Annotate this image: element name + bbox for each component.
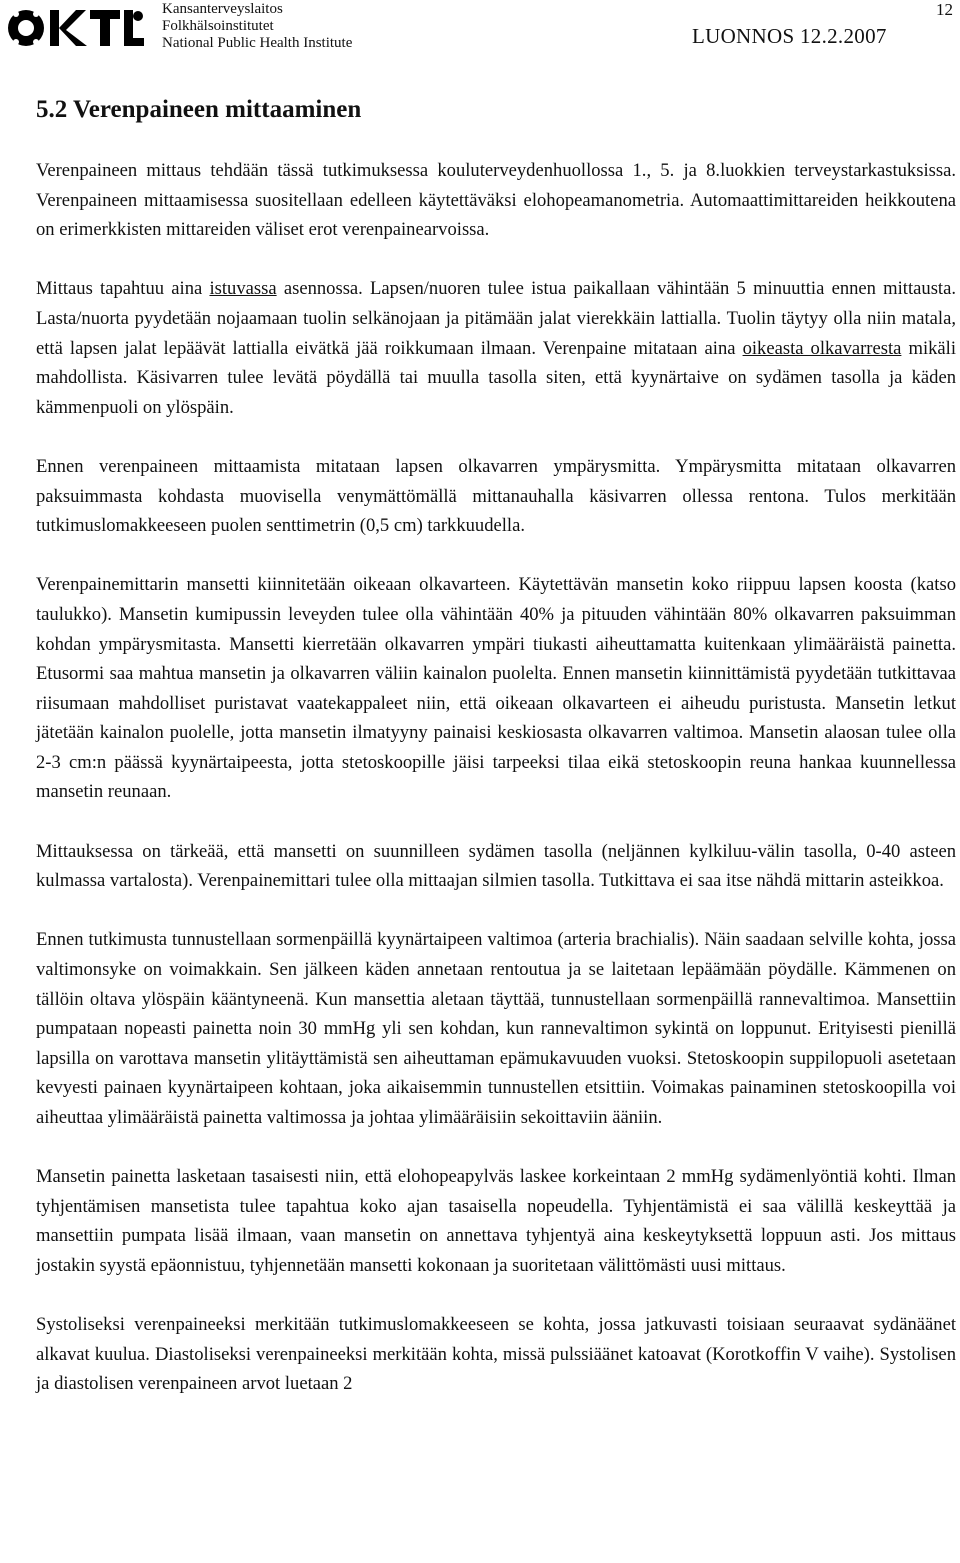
page-header	[0, 0, 960, 60]
text-run: Mittaus tapahtuu aina	[36, 278, 210, 300]
draft-label: LUONNOS 12.2.2007	[692, 24, 887, 48]
organization-name	[162, 1, 352, 52]
paragraph-palpation: Ennen tutkimusta tunnustellaan sormenpäillä kyynärtaipeen valtimoa (arteria brachialis). Näin saadaan selville kohta, jossa valtimonsyke on voimakkain. Sen jälkeen käden annetaan rentoutua ja se laitetaan lepäämään pöydälle. Kämmenen on tällöin oltava ylöspäin kääntyneenä. Kun mansettia aletaan täyttää, tunnustellaan sormenpäillä rannevaltimoa. Mansettiin pumpataan nopeasti painetta noin 30 mmHg yli sen kohdan, kun rannevaltimon sykintä on loppunut. Erityisesti pienillä lapsilla on varottava mansetin ylitäyttämistä sen aiheuttaman epämukavuuden vuoksi. Stetoskoopin suppilopuoli asetetaan kevyesti painaen kyynärtaipeen kohtaan, joka aikaisemmin tunnustellen etsittiin. Voimakas painaminen stetoskoopilla voi aiheuttaa ylimääräistä painetta valtimossa ja johtaa ylimääräisiin sekoittaviin ääniin.	[36, 929, 956, 1128]
underlined-text: oikeasta olkavarresta	[742, 337, 902, 359]
paragraph-arm-circumference: Ennen verenpaineen mittaamista mitataan lapsen olkavarren ympärysmitta. Ympärysmitta mitataan olkavarren paksuimmasta kohdasta muovisella venymättömällä mittanauhalla käsivarren ollessa rentona. Tulos merkitään tutkimuslomakkeeseen puolen senttimetrin (0,5 cm) tarkkuudella.	[36, 455, 956, 537]
document-body	[36, 156, 956, 1429]
underlined-text: istuvassa	[209, 278, 277, 300]
paragraph-systolic-diastolic: Systoliseksi verenpaineeksi merkitään tutkimuslomakkeeseen se kohta, jossa jatkuvasti toisiaan seuraavat sydänäänet alkavat kuulua. Diastoliseksi verenpaineeksi merkitään kohta, missä pulssiäänet katoavat (Korotkoffin V vaihe). Systolisen ja diastolisen verenpaineen arvot luetaan 2	[36, 1314, 956, 1395]
paragraph-cuff: Verenpainemittarin mansetti kiinnitetään oikeaan olkavarteen. Käytettävän mansetin koko riippuu lapsen koosta (katso taulukko). Mansetin kumipussin leveyden tulee olla vähintään 40% ja pituuden vähintään 80% olkavarren paksuimman kohdan ympärysmitasta. Mansetti kierretään olkavarren ympäri tiukasti aiheuttamatta kuitenkaan ylimääräistä painetta. Etusormi saa mahtua mansetin ja olkavarren väliin kainalon puolelta. Ennen mansetin kiinnittämistä pyydetään tutkittavaa riisumaan mahdolliset puristavat vaatekappaleet niin, että oikeaan olkavarteen ei aiheudu puristusta. Mansetin letkut jätetään kainalon puolelle, jotta mansetin ilmatyyny painaisi keskiosasta olkavarren valtimoa. Mansetin alaosan tulee olla 2-3 cm:n päässä kyynärtaipeesta, jotta stetoskoopille jäisi tarpeeksi tilaa eikä stetoskoopin reuna hankaa kuunnellessa mansetin reunaan.	[36, 574, 956, 803]
org-name-english: National Public Health Institute	[162, 35, 353, 51]
paragraph-posture	[36, 274, 956, 422]
paragraph-deflation: Mansetin painetta lasketaan tasaisesti niin, että elohopeapylväs laskee korkeintaan 2 mmHg sydämenlyöntiä kohti. Ilman tyhjentämisen mansetista tulee tapahtua koko ajan tasaisella nopeudella. Tyhjentämistä ei saa välillä keskeyttää ja mansettiin pumpata lisää ilmaan, vaan mansetin on annettava tyhjentyä aina keskeytyksettä loppuun asti. Jos mittaus jostakin syystä epäonnistuu, tyhjennetään mansetti kokonaan ja suoritetaan välittömästi uusi mittaus.	[36, 1166, 956, 1276]
org-name-finnish: Kansanterveyslaitos	[162, 1, 283, 17]
text-run: asennossa. Lapsen/nuoren tulee istua paikallaan vähintään 5 minuuttia ennen mittausta. Lasta/nuorta pyydetään nojaamaan tuolin selkänojaan ja pitämään jalat vierekkäin lattialla. Tuolin täytyy olla niin matala, että lapsen jalat lepäävät lattialla eivätkä jää roikkumaan ilmaan. Verenpaine mitataan aina	[36, 278, 956, 359]
paragraph-intro: Verenpaineen mittaus tehdään tässä tutkimuksessa kouluterveydenhuollossa 1., 5. ja 8.luokkien terveystarkastuksissa. Verenpaineen mittaamisessa suositellaan edelleen käytettäväksi elohopeamanometria. Automaattimittareiden heikkoutena on erimerkkisten mittareiden väliset erot verenpainearvoissa.	[36, 160, 956, 241]
org-name-swedish: Folkhälsoinstitutet	[162, 18, 274, 34]
text-run: mikäli mahdollista. Käsivarren tulee levätä pöydällä tai muulla tasolla siten, että kyynärtaive on sydämen tasolla ja käden kämmenpuoli on ylöspäin.	[36, 337, 956, 418]
page-number: 12	[936, 0, 953, 19]
section-title: 5.2 Verenpaineen mittaaminen	[36, 96, 362, 123]
ktl-logo	[6, 4, 146, 50]
paragraph-heart-level: Mittauksessa on tärkeää, että mansetti on suunnilleen sydämen tasolla (neljännen kylkiluu-välin tasolla, 0-40 asteen kulmassa vartalosta). Verenpainemittari tulee olla mittaajan silmien tasolla. Tutkittava ei saa itse nähdä mittarin asteikkoa.	[36, 840, 956, 892]
